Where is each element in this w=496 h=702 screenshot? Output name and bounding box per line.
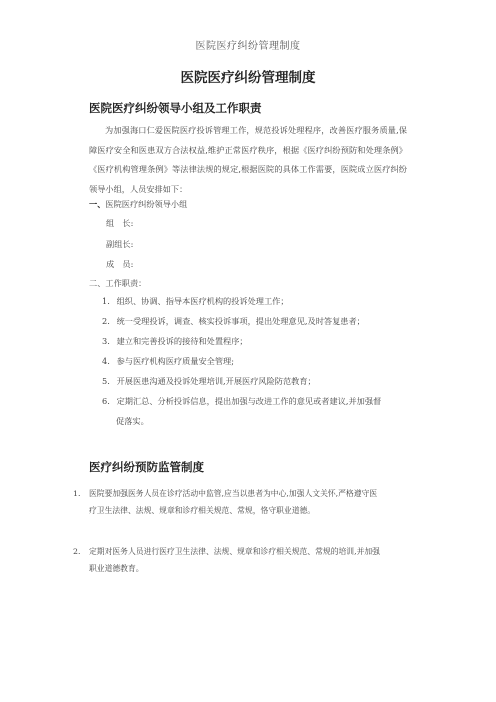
duty-item-4: [102, 352, 406, 372]
duty-item-1: [102, 292, 406, 312]
section2-heading: 医疗纠纷预防监管制度: [89, 460, 204, 474]
prevention-number: 2.: [73, 547, 81, 556]
duty-number: 5.: [102, 376, 110, 386]
duty-text: 组织、协调、指导本医疗机构的投诉处理工作；: [116, 296, 289, 306]
duty-number: 3.: [102, 336, 110, 346]
prevention-item-1: [73, 485, 407, 519]
prevention-line-1: 定期对医务人员进行医疗卫生法律、法规、规章和诊疗相关规范、常规的培训,并加强: [89, 547, 380, 556]
running-header: 医院医疗纠纷管理制度: [195, 41, 301, 52]
duty-number: 6.: [102, 396, 110, 406]
document-title: 医院医疗纠纷管理制度: [180, 70, 316, 86]
duties-heading: 二、工作职责：: [89, 278, 147, 288]
section1-intro: 为加强海口仁爱医院医疗投诉管理工作，规范投诉处理程序，改善医疗服务质量,保障医疗安全和医患双方合法权益,维护正常医疗秩序，根据《医疗纠纷预防和处理条例》《医疗机构管理条例》等法律法规的规定,根据医院的具体工作需要，医院成立医疗纠纷领导小组，人员安排如下：: [89, 125, 407, 194]
prevention-number: 1.: [73, 489, 81, 498]
prevention-line-1: 医院要加强医务人员在诊疗活动中监管,应当以患者为中心,加强人文关怀,严格遵守医: [89, 489, 378, 498]
duty-number: 1.: [102, 296, 110, 306]
duty-text-continued: 促落实。: [116, 415, 149, 426]
prevention-item-2: [73, 543, 407, 577]
duty-item-6: [102, 392, 406, 431]
duty-item-3: [102, 332, 406, 352]
group-leader: 组 长:: [106, 218, 134, 228]
group-heading: [89, 199, 187, 210]
duty-number: 4.: [102, 356, 110, 366]
duty-text: 参与医疗机构医疗质量安全管理;: [116, 356, 234, 366]
duty-item-2: [102, 312, 406, 332]
group-prefix: 一、: [89, 199, 106, 209]
duty-text: 定期汇总、分析投诉信息，提出加强与改进工作的意见或者建议,并加强督: [116, 396, 382, 406]
duty-item-5: [102, 372, 406, 392]
duty-text: 建立和完善投诉的接待和处置程序；: [116, 336, 248, 346]
group-label: 医院医疗纠纷领导小组: [105, 199, 188, 209]
duty-text: 统一受理投诉，调查、核实投诉事项，提出处理意见,及时答复患者；: [116, 316, 365, 326]
prevention-line-2: 职业道德教育。: [89, 564, 144, 573]
duty-number: 2.: [102, 316, 110, 326]
group-deputy: 副组长:: [106, 239, 134, 249]
prevention-line-2: 疗卫生法律、法规、规章和诊疗相关规范、常规，恪守职业道德。: [89, 506, 316, 515]
duty-text: 开展医患沟通及投诉处理培训,开展医疗风险防范教育；: [116, 376, 316, 386]
group-members: 成 员:: [106, 259, 134, 269]
section1-heading: 医院医疗纠纷领导小组及工作职责: [89, 101, 262, 115]
